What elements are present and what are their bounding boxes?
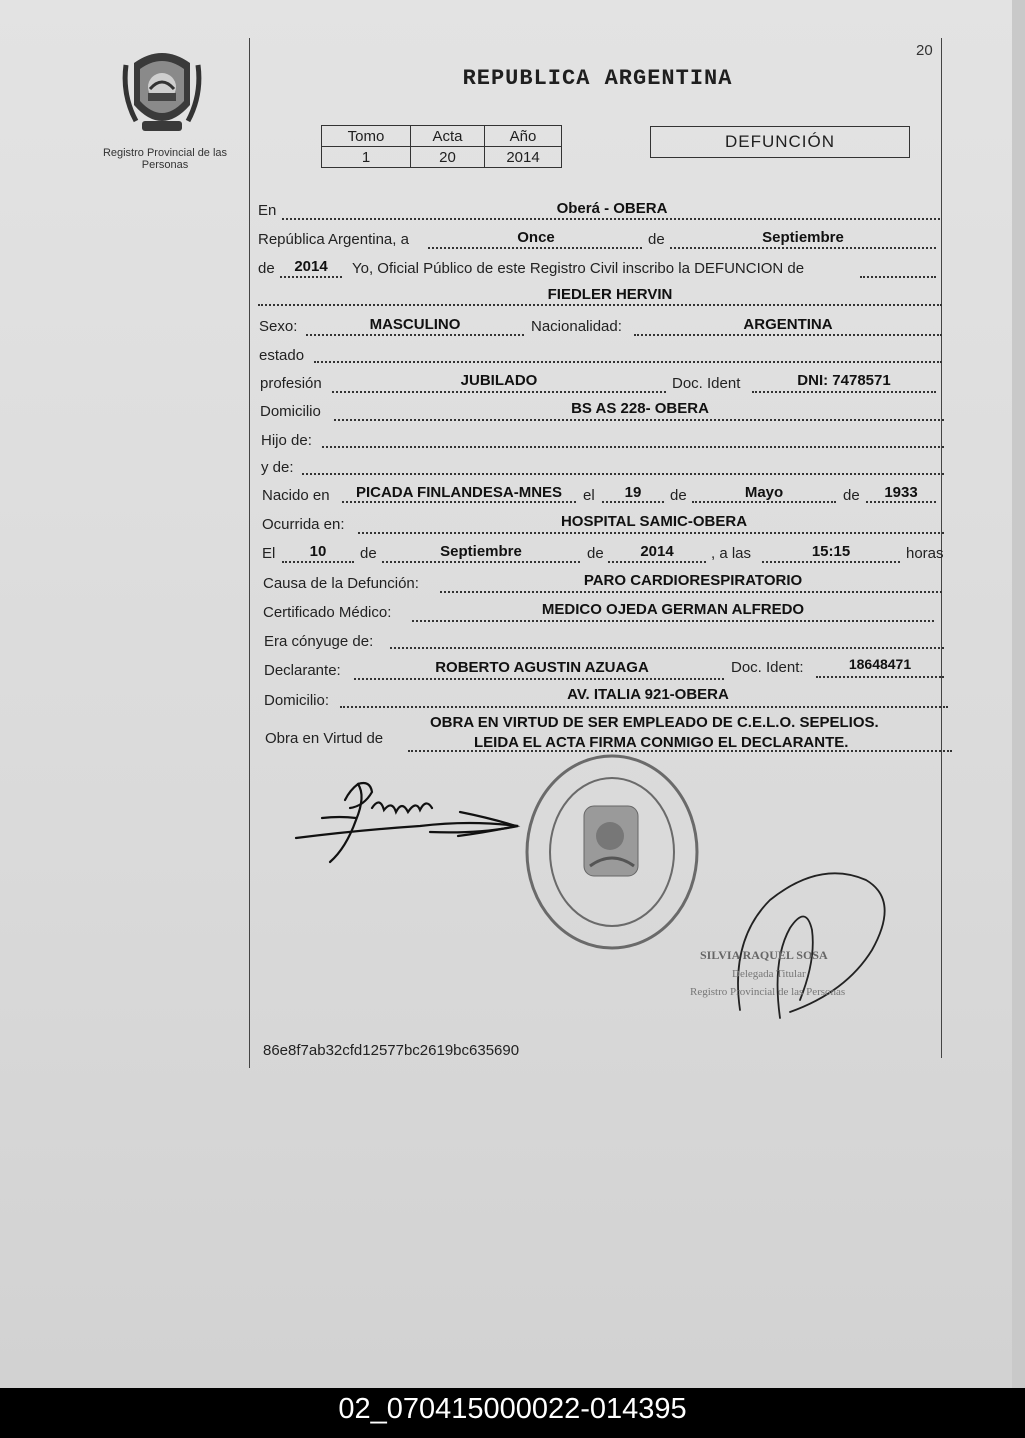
header-tomo: Tomo [322,126,411,147]
dotted-line [408,750,952,752]
officer-name: SILVIA RAQUEL SOSA [700,948,828,962]
field-nombre: FIEDLER HERVIN [547,286,673,303]
field-declarante-doc: 18648471 [848,656,912,672]
label-nacido-en: Nacido en [262,487,330,504]
field-def-dia: 10 [309,543,327,560]
dotted-line [282,561,354,563]
dotted-line [752,391,936,393]
dotted-line [340,706,948,708]
footer-code-bar: 02_070415000022-014395 [0,1388,1025,1438]
label-de: de [587,545,604,562]
label-certificado: Certificado Médico: [263,604,392,621]
label-estado: estado [259,347,305,364]
dotted-line [334,419,944,421]
field-obra-2: LEIDA EL ACTA FIRMA CONMIGO EL DECLARANTE. [474,734,849,751]
label-republica: República Argentina, a [258,231,409,248]
label-horas: horas [906,545,944,562]
officer-role: Delegada Titular [732,968,806,980]
field-nac-dia: 19 [624,484,642,501]
value-anio: 2014 [485,147,562,168]
field-dia: Once [517,229,555,246]
label-causa: Causa de la Defunción: [263,575,419,592]
value-acta: 20 [411,147,485,168]
label-profesion: profesión [260,375,322,392]
officer-org: Registro Provincial de las Personas [690,986,846,998]
page-number: 20 [916,42,933,59]
dotted-line [692,501,836,503]
label-yo-oficial: Yo, Oficial Público de este Registro Civil inscribo la DEFUNCION de [352,260,805,277]
field-nac-anio: 1933 [884,484,918,501]
label-domicilio-declarante: Domicilio: [264,692,330,709]
dotted-line [382,561,580,563]
dotted-line [354,678,724,680]
document-type-box: DEFUNCIÓN [650,126,910,158]
label-a-las: , a las [711,545,752,562]
value-tomo: 1 [322,147,411,168]
label-el: el [583,487,595,504]
label-de: de [258,260,275,277]
label-sexo: Sexo: [259,318,298,335]
field-nac-mes: Mayo [744,484,784,501]
dotted-line [358,532,944,534]
dotted-line [816,676,944,678]
table-header-row [322,126,562,147]
label-en: En [258,202,277,219]
field-domicilio: BS AS 228- OBERA [571,400,709,417]
field-def-mes: Septiembre [440,543,522,560]
left-margin-line [249,38,250,1068]
dotted-line [258,304,942,306]
document-hash: 86e8f7ab32cfd12577bc2619bc635690 [263,1042,520,1059]
label-de: de [843,487,860,504]
field-causa: PARO CARDIORESPIRATORIO [583,572,803,589]
field-dni: DNI: 7478571 [797,372,891,389]
field-def-anio: 2014 [640,543,674,560]
tomo-acta-table [321,125,562,168]
registro-provincial-label: Registro Provincial de las Personas [102,147,228,171]
dotted-line [390,647,944,649]
dotted-line [332,391,666,393]
field-profesion: JUBILADO [460,372,538,389]
label-domicilio: Domicilio [260,403,321,420]
dotted-line [860,276,936,278]
label-declarante: Declarante: [264,662,341,679]
label-de: de [360,545,377,562]
label-doc-ident: Doc. Ident [672,375,741,392]
field-sexo: MASCULINO [369,316,461,333]
dotted-line [602,501,664,503]
field-ocurrida-en: HOSPITAL SAMIC-OBERA [560,513,748,530]
dotted-line [282,218,940,220]
field-def-hora: 15:15 [811,543,851,560]
dotted-line [428,247,642,249]
dotted-line [280,276,342,278]
dotted-line [412,620,934,622]
header-acta: Acta [411,126,485,147]
dotted-line [762,561,900,563]
dotted-line [314,361,942,363]
field-lugar: Oberá - OBERA [556,200,668,217]
dotted-line [342,501,576,503]
label-El: El [262,545,276,562]
dotted-line [302,473,944,475]
dotted-line [670,247,936,249]
label-hijo-de: Hijo de: [261,432,312,449]
dotted-line [306,334,524,336]
table-row [322,147,562,168]
field-anio: 2014 [294,258,328,275]
field-nacido-en: PICADA FINLANDESA-MNES [355,484,563,501]
label-ocurrida-en: Ocurrida en: [262,516,345,533]
label-nacionalidad: Nacionalidad: [531,318,622,335]
label-conyuge: Era cónyuge de: [264,633,374,650]
document-title: REPUBLICA ARGENTINA [462,66,733,91]
field-declarante: ROBERTO AGUSTIN AZUAGA [435,659,649,676]
label-obra: Obra en Virtud de [265,730,384,747]
dotted-line [440,591,942,593]
label-doc-ident-declarante: Doc. Ident: [731,659,804,676]
dotted-line [634,334,942,336]
field-mes: Septiembre [762,229,844,246]
header-anio: Año [485,126,562,147]
label-de: de [670,487,687,504]
province-crest-icon [120,45,204,137]
field-obra-1: OBRA EN VIRTUD DE SER EMPLEADO DE C.E.L.O. SEPELIOS. [430,714,879,731]
page-edge [1012,0,1025,1388]
field-declarante-domicilio: AV. ITALIA 921-OBERA [567,686,729,703]
label-y-de: y de: [261,459,294,476]
dotted-line [322,446,944,448]
field-certificado: MEDICO OJEDA GERMAN ALFREDO [541,601,805,618]
field-nacionalidad: ARGENTINA [743,316,833,333]
label-de: de [648,231,665,248]
dotted-line [866,501,936,503]
dotted-line [608,561,706,563]
